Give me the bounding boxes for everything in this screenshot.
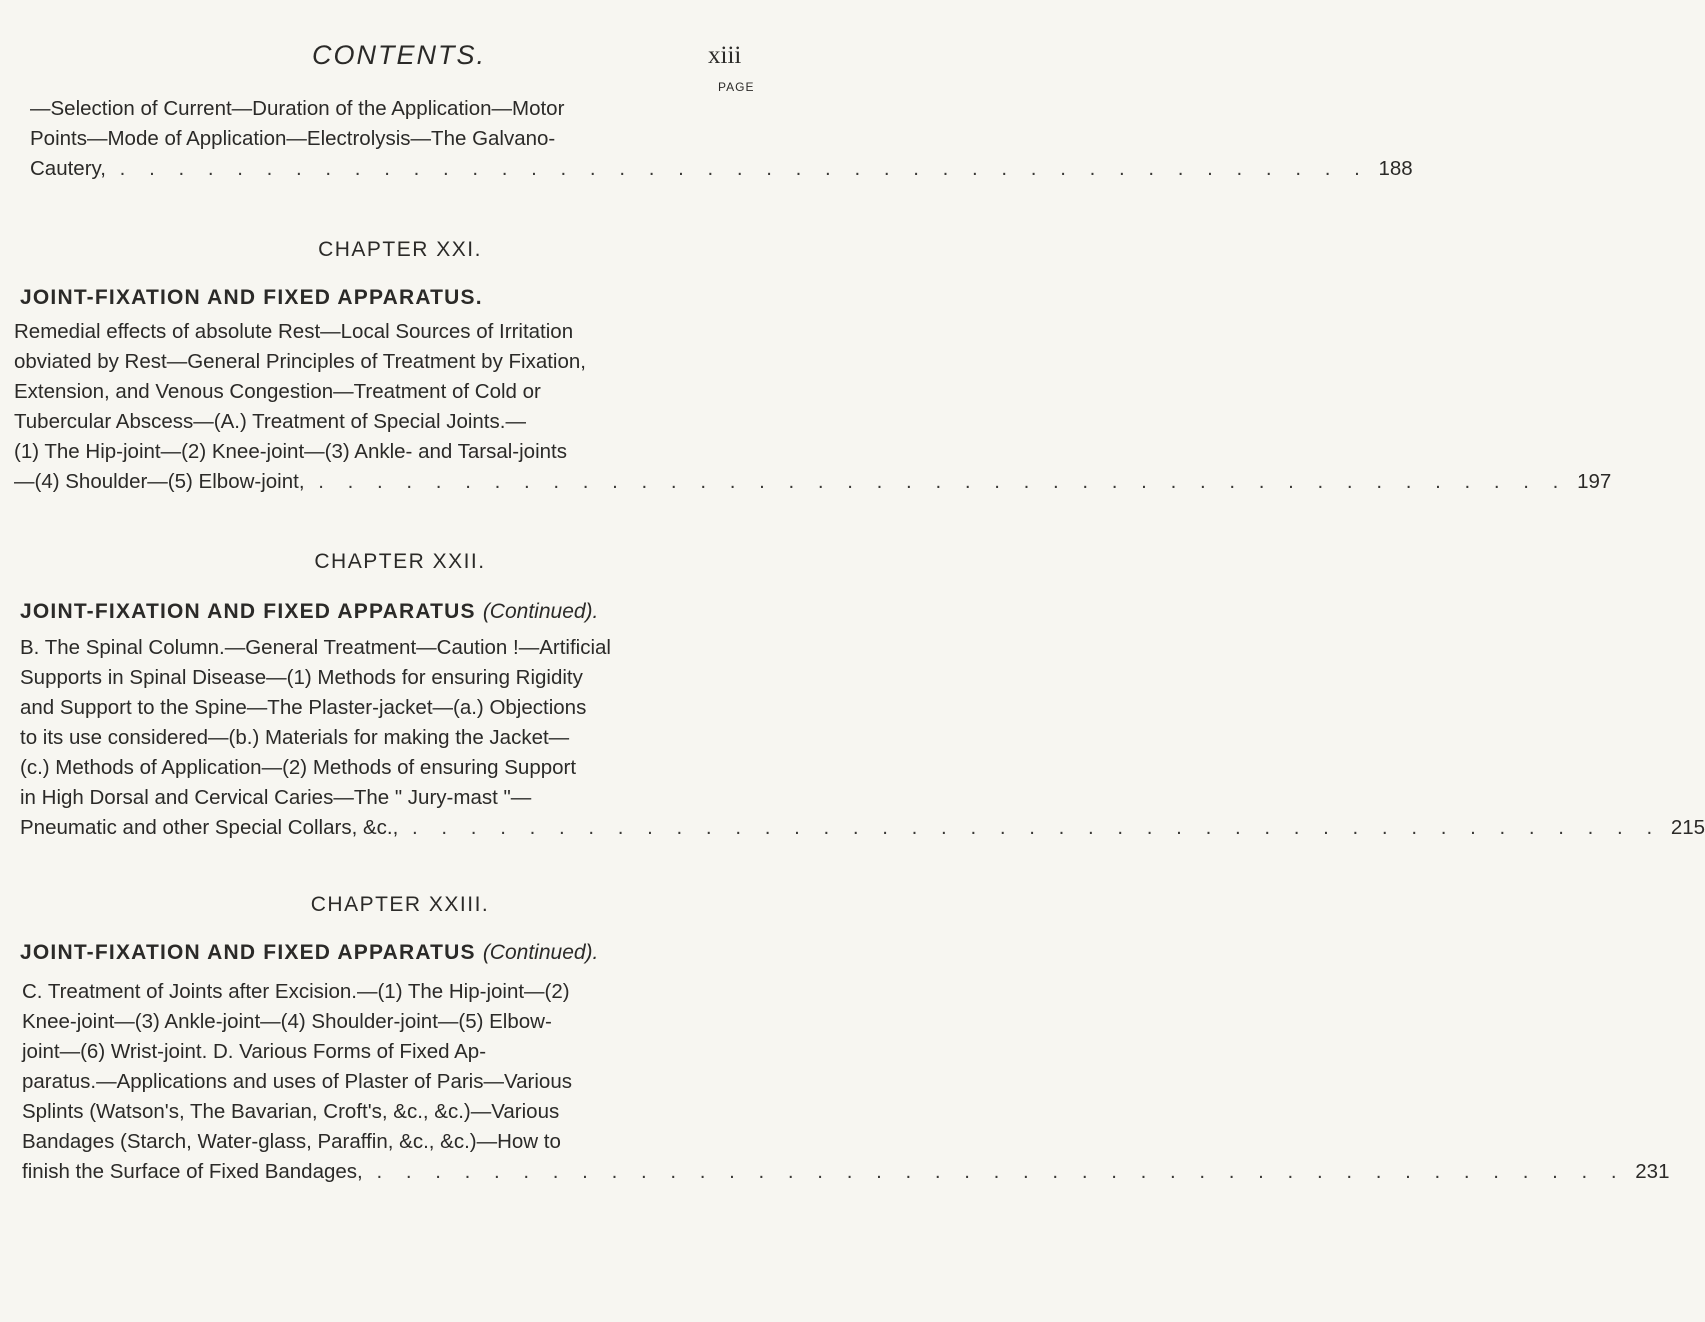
entry-line: Tubercular Abscess—(A.) Treatment of Special Joints.—: [14, 410, 526, 433]
entry-line: Remedial effects of absolute Rest—Local Sources of Irritation: [14, 320, 574, 343]
entry-last-line: [14, 467, 1612, 497]
entry-line: Knee-joint—(3) Ankle-joint—(4) Shoulder-joint—(5) Elbow-: [22, 1010, 552, 1033]
chapter-title: [20, 286, 483, 310]
entry-line: joint—(6) Wrist-joint. D. Various Forms of Fixed Ap-: [22, 1040, 487, 1063]
chapter-title-text: JOINT-FIXATION AND FIXED APPARATUS.: [20, 286, 483, 309]
entry-line: in High Dorsal and Cervical Caries—The " Jury-mast "—: [20, 786, 532, 809]
entry-line: —Selection of Current—Duration of the Application—Motor: [30, 97, 565, 120]
chapter-entry: [22, 977, 1670, 1187]
page-number: 197: [1577, 470, 1612, 493]
entry-line: Bandages (Starch, Water-glass, Paraffin, &c., &c.)—How to: [22, 1130, 561, 1153]
chapter-heading: CHAPTER XXII.: [314, 550, 486, 573]
dot-leader: . . . . . . . . . . . . . . . . . . . . . . . . . . . . . . . . . . . . . . . . . . .: [119, 157, 1369, 180]
chapter-entry: [20, 633, 1705, 843]
chapter-title: [20, 600, 598, 624]
entry-line: Splints (Watson's, The Bavarian, Croft's, &c., &c.)—Various: [22, 1100, 560, 1123]
running-title: CONTENTS.: [312, 40, 487, 70]
dot-leader: . . . . . . . . . . . . . . . . . . . . . . . . . . . . . . . . . . . . . . . . . . .: [412, 816, 1662, 839]
running-head: [0, 40, 800, 80]
page-number: 215: [1670, 816, 1705, 839]
entry-line: Extension, and Venous Congestion—Treatment of Cold or: [14, 380, 541, 403]
chapter-title-text: JOINT-FIXATION AND FIXED APPARATUS: [20, 941, 476, 964]
entry-line: obviated by Rest—General Principles of Treatment by Fixation,: [14, 350, 586, 373]
entry-line: C. Treatment of Joints after Excision.—(1) The Hip-joint—(2): [22, 980, 570, 1003]
entry-line: paratus.—Applications and uses of Plaster of Paris—Various: [22, 1070, 572, 1093]
entry-line: (1) The Hip-joint—(2) Knee-joint—(3) Ankle- and Tarsal-joints: [14, 440, 567, 463]
entry-line: finish the Surface of Fixed Bandages,: [22, 1160, 363, 1183]
entry-last-line: [30, 154, 1413, 184]
chapter-title-text: JOINT-FIXATION AND FIXED APPARATUS: [20, 600, 476, 623]
page-number: 231: [1635, 1160, 1670, 1183]
prelude-entry: [30, 94, 1413, 184]
chapter-title-continued: (Continued).: [482, 941, 599, 964]
chapter-entry: [14, 317, 1612, 497]
dot-leader: . . . . . . . . . . . . . . . . . . . . . . . . . . . . . . . . . . . . . . . . . . .: [318, 470, 1568, 493]
entry-line: and Support to the Spine—The Plaster-jacket—(a.) Objections: [20, 696, 587, 719]
entry-line: Cautery,: [30, 157, 106, 180]
entry-line: Supports in Spinal Disease—(1) Methods for ensuring Rigidity: [20, 666, 583, 689]
entry-line: B. The Spinal Column.—General Treatment—Caution !—Artificial: [20, 636, 611, 659]
entry-line: Points—Mode of Application—Electrolysis—The Galvano-: [30, 127, 556, 150]
chapter-heading: CHAPTER XXIII.: [310, 893, 490, 916]
entry-line: to its use considered—(b.) Materials for making the Jacket—: [20, 726, 570, 749]
page-folio: xiii: [708, 42, 742, 69]
chapter-title: [20, 941, 598, 965]
entry-line: (c.) Methods of Application—(2) Methods of ensuring Support: [20, 756, 577, 779]
dot-leader: . . . . . . . . . . . . . . . . . . . . . . . . . . . . . . . . . . . . . . . . . . .: [376, 1160, 1626, 1183]
entry-last-line: [20, 813, 1705, 843]
entry-last-line: [22, 1157, 1670, 1187]
entry-line: Pneumatic and other Special Collars, &c.,: [20, 816, 399, 839]
chapter-title-continued: (Continued).: [482, 600, 599, 623]
chapter-heading: CHAPTER XXI.: [318, 238, 482, 261]
page-column-label: PAGE: [718, 80, 755, 94]
entry-line: —(4) Shoulder—(5) Elbow-joint,: [14, 470, 305, 493]
page-number: 188: [1378, 157, 1413, 180]
